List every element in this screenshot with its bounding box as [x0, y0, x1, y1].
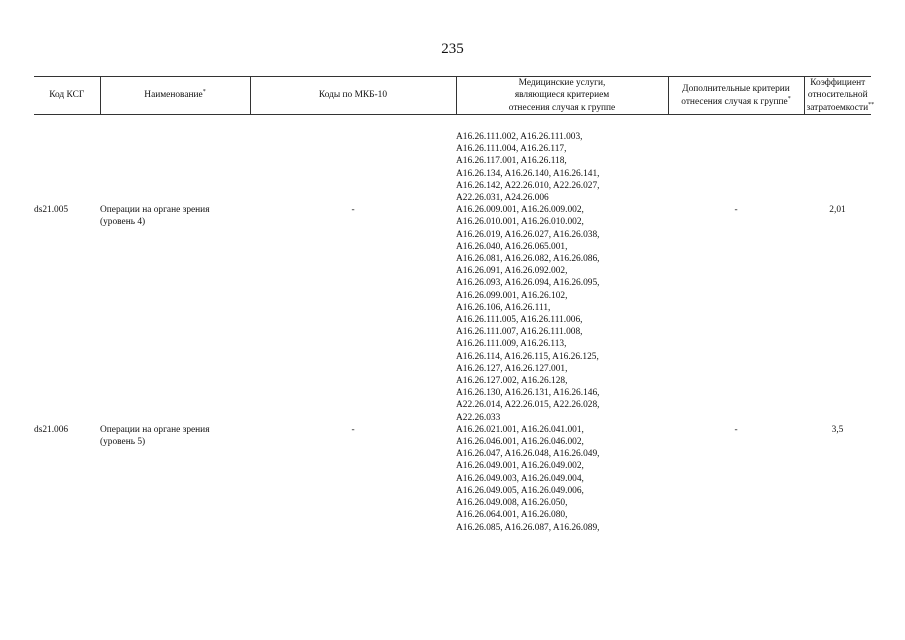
service-codes-line: A16.26.019, A16.26.027, A16.26.038,: [456, 229, 600, 240]
cost-coefficient: 3,5: [831, 424, 844, 435]
service-codes-line: A16.26.046.001, A16.26.046.002,: [456, 437, 584, 448]
service-codes-line: A16.26.111.005, A16.26.111.006,: [456, 315, 583, 326]
service-codes-line: A16.26.093, A16.26.094, A16.26.095,: [456, 278, 600, 289]
service-codes-line: A16.26.111.009, A16.26.113,: [456, 339, 567, 350]
extra-criteria: [668, 131, 804, 204]
header-services: Медицинские услуги, являющиеся критерием отнесения случая к группе: [456, 77, 668, 115]
service-codes-line: A16.26.117.001, A16.26.118,: [456, 156, 567, 167]
service-codes-line: A16.26.114, A16.26.115, A16.26.125,: [456, 351, 599, 362]
header-coef-footnote-mark: **: [868, 101, 875, 108]
service-codes-line: A16.26.049.005, A16.26.049.006,: [456, 485, 584, 496]
ksg-name: [100, 131, 250, 204]
service-codes-line: A16.26.111.004, A16.26.117,: [456, 144, 567, 155]
service-codes-line: A16.26.010.001, A16.26.010.002,: [456, 217, 584, 228]
service-codes-line: A16.26.081, A16.26.082, A16.26.086,: [456, 254, 600, 265]
service-codes-line: A16.26.040, A16.26.065.001,: [456, 241, 568, 252]
icd-codes: -: [351, 205, 355, 216]
service-codes-line: A16.26.049.001, A16.26.049.002,: [456, 461, 584, 472]
service-codes-line: A16.26.106, A16.26.111,: [456, 302, 551, 313]
service-codes-line: A16.26.134, A16.26.140, A16.26.141,: [456, 168, 600, 179]
service-codes-line: A16.26.047, A16.26.048, A16.26.049,: [456, 449, 600, 460]
ksg-code: ds21.005: [34, 205, 69, 216]
service-codes-line: A16.26.009.001, A16.26.009.002,: [456, 205, 584, 216]
service-codes-line: A16.26.127, A16.26.127.001,: [456, 363, 568, 374]
service-codes-line: A22.26.031, A24.26.006: [456, 193, 549, 204]
header-extra-footnote-mark: *: [787, 95, 791, 102]
icd-codes: -: [351, 424, 355, 435]
service-codes-line: A16.26.111.002, A16.26.111.003,: [456, 132, 583, 142]
ksg-name: Операции на органе зрения (уровень 4): [100, 205, 210, 228]
cost-coefficient: [804, 131, 871, 204]
header-extra-criteria: Дополнительные критерии отнесения случая к группе*: [668, 77, 804, 115]
header-name-footnote-mark: *: [202, 89, 206, 96]
service-codes-line: A16.26.049.008, A16.26.050,: [456, 498, 568, 509]
service-codes-line: A16.26.111.007, A16.26.111.008,: [456, 327, 583, 338]
service-codes-line: A16.26.091, A16.26.092.002,: [456, 266, 568, 277]
ksg-table: [34, 76, 875, 534]
extra-criteria: -: [734, 424, 738, 435]
header-icd: Коды по МКБ-10: [250, 77, 456, 115]
page-number: 235: [441, 41, 464, 57]
table-row: [34, 131, 871, 204]
medical-services: [456, 424, 668, 534]
medical-services: [456, 131, 668, 204]
header-name: Наименование*: [100, 77, 250, 115]
ksg-name: Операции на органе зрения (уровень 5): [100, 424, 210, 448]
cost-coefficient: 2,01: [829, 205, 846, 216]
extra-criteria: -: [734, 205, 738, 216]
icd-codes: [250, 131, 456, 204]
medical-services: [456, 204, 668, 424]
service-codes-line: A22.26.033: [456, 412, 501, 423]
service-codes-line: A22.26.014, A22.26.015, A22.26.028,: [456, 400, 600, 411]
service-codes-line: A16.26.127.002, A16.26.128,: [456, 376, 568, 387]
service-codes-line: A16.26.021.001, A16.26.041.001,: [456, 424, 584, 435]
table-row: [34, 204, 871, 424]
service-codes-line: A16.26.099.001, A16.26.102,: [456, 290, 568, 301]
ksg-code: [34, 131, 100, 204]
header-code: Код КСГ: [34, 77, 100, 115]
service-codes-line: A16.26.064.001, A16.26.080,: [456, 510, 568, 521]
table-row: [34, 424, 871, 534]
service-codes-line: A16.26.130, A16.26.131, A16.26.146,: [456, 388, 600, 399]
service-codes-line: A16.26.085, A16.26.087, A16.26.089,: [456, 522, 600, 533]
table-header-row: [34, 77, 871, 115]
service-codes-line: A16.26.142, A22.26.010, A22.26.027,: [456, 180, 600, 191]
service-codes-line: A16.26.049.003, A16.26.049.004,: [456, 473, 584, 484]
header-coefficient: Коэффициент относительной затратоемкости**: [804, 77, 871, 115]
ksg-code: ds21.006: [34, 424, 69, 435]
